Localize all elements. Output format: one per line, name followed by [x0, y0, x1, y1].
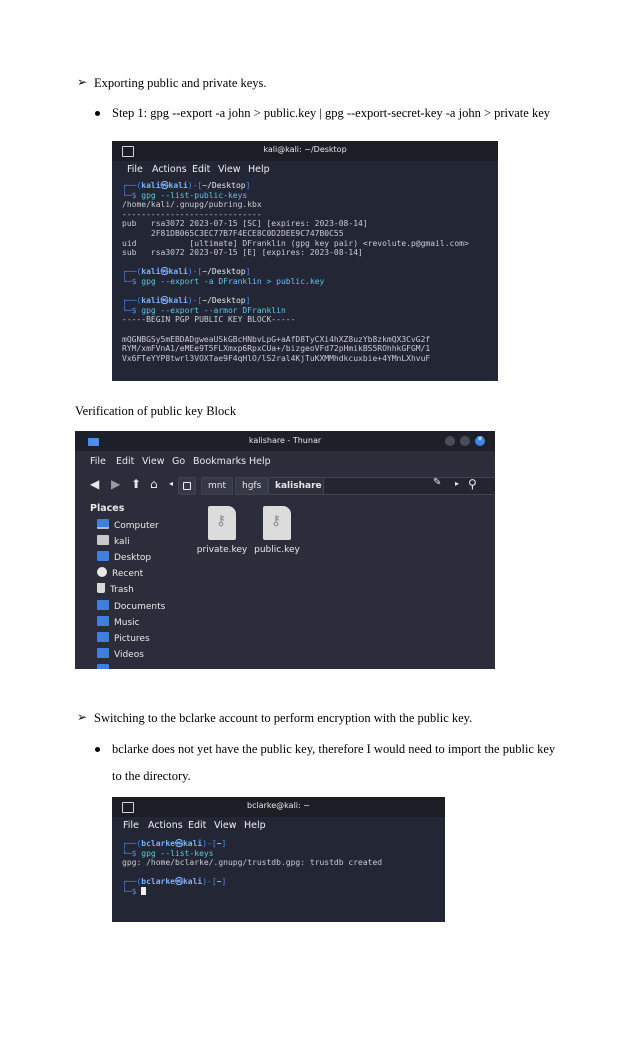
thunar-menubar: [75, 451, 495, 469]
file-label: private.key: [196, 545, 248, 555]
key-file-icon: [208, 506, 236, 540]
terminal-cursor: [141, 887, 146, 895]
prompt-decoration: ]: [221, 839, 227, 848]
forward-arrow-icon[interactable]: ▶: [111, 477, 121, 491]
terminal-output-text: -----BEGIN PGP PUBLIC KEY BLOCK-----: [122, 315, 296, 325]
menu-edit[interactable]: Edit: [188, 820, 207, 831]
place-music[interactable]: Music: [97, 616, 140, 630]
prompt-decoration: ┌──(: [122, 839, 142, 848]
terminal-line: [122, 200, 494, 210]
place-partial: [97, 664, 114, 669]
terminal-output: [122, 181, 494, 363]
terminal-titlebar: [112, 797, 445, 817]
menu-file[interactable]: File: [127, 164, 143, 175]
menu-file[interactable]: File: [123, 820, 139, 831]
maximize-button[interactable]: [460, 436, 470, 446]
thunar-title: kalishare - Thunar: [248, 436, 322, 445]
prompt-decoration: ]: [245, 267, 251, 277]
place-recent[interactable]: Recent: [97, 567, 143, 581]
drive-icon[interactable]: [178, 477, 196, 495]
minimize-button[interactable]: [445, 436, 455, 446]
prompt-segment: ~: [216, 839, 222, 848]
terminal-menubar: [112, 817, 445, 835]
edit-path-icon[interactable]: ✎: [433, 477, 442, 488]
music-folder-icon: [97, 616, 109, 626]
prompt-decoration: └─$: [122, 848, 142, 858]
terminal-line: [122, 849, 441, 859]
prompt-decoration: )-[: [202, 877, 217, 887]
prompt-segment: ~/Desktop: [202, 181, 246, 190]
prompt-decoration: └─$: [122, 276, 142, 286]
prompt-segment: ~/Desktop: [202, 296, 246, 306]
prompt-decoration: )-[: [202, 839, 217, 848]
terminal-output-text: uid [ultimate] DFranklin (gpg key pair) <revolute.p@gmail.com>: [122, 238, 469, 248]
prompt-decoration: )-[: [187, 296, 203, 306]
terminal-line: [122, 354, 494, 364]
up-arrow-icon[interactable]: ⬆: [131, 477, 142, 491]
menu-view[interactable]: View: [218, 164, 241, 175]
terminal-command: gpg --list-public-keys: [141, 190, 248, 200]
terminal-line: [122, 277, 494, 287]
terminal-line: [122, 335, 494, 345]
caption-verification: Verification of public key Block: [75, 404, 237, 418]
terminal-line: [122, 181, 494, 191]
menu-view[interactable]: View: [214, 820, 237, 831]
terminal-line: [122, 344, 494, 354]
terminal-window-bclarke: [112, 797, 445, 922]
prompt-decoration: ㉿: [174, 839, 183, 848]
menu-help[interactable]: Help: [248, 164, 270, 175]
terminal-menubar: [112, 161, 498, 179]
menu-edit[interactable]: Edit: [192, 164, 211, 175]
prompt-decoration: ㉿: [160, 296, 169, 306]
place-documents[interactable]: Documents: [97, 600, 165, 614]
prompt-decoration: )-[: [187, 267, 203, 277]
folder-icon: [97, 664, 109, 669]
places-title: Places: [90, 503, 125, 514]
terminal-line: [122, 306, 494, 316]
menu-edit[interactable]: Edit: [116, 456, 135, 467]
file-public-key[interactable]: [247, 506, 307, 555]
terminal-command: gpg --list-keys: [141, 848, 214, 858]
computer-icon: [97, 519, 109, 529]
prompt-segment: kali: [141, 296, 161, 306]
menu-file[interactable]: File: [90, 456, 106, 467]
terminal-line: [122, 315, 494, 325]
prompt-segment: kali: [168, 267, 188, 277]
section-heading-export: Exporting public and private keys.: [94, 76, 267, 90]
prompt-decoration: ㉿: [160, 181, 169, 190]
close-button[interactable]: [475, 436, 485, 446]
prompt-decoration: └─$: [122, 305, 142, 315]
prompt-segment: bclarke: [141, 839, 175, 848]
prompt-segment: kali: [182, 839, 203, 848]
terminal-line: [122, 325, 494, 335]
menu-view[interactable]: View: [142, 456, 165, 467]
path-mnt[interactable]: mnt: [201, 477, 233, 495]
terminal-output-text: pub rsa3072 2023-07-15 [SC] [expires: 2023-08-14]: [122, 219, 368, 229]
menu-help[interactable]: Help: [244, 820, 266, 831]
terminal-title: kali@kali: ~/Desktop: [263, 145, 347, 154]
terminal-output-text: /home/kali/.gnupg/pubring.kbx: [122, 200, 262, 210]
prompt-segment: kali: [141, 181, 161, 190]
menu-help[interactable]: Help: [249, 456, 271, 467]
file-private-key[interactable]: [192, 506, 252, 555]
arrow-bullet-icon: ➢: [77, 710, 88, 724]
back-arrow-icon[interactable]: ◀: [90, 477, 100, 491]
menu-actions[interactable]: Actions: [152, 164, 187, 175]
search-icon[interactable]: ⚲: [468, 477, 477, 491]
place-pictures[interactable]: Pictures: [97, 632, 150, 646]
documents-folder-icon: [97, 600, 109, 610]
prompt-decoration: ㉿: [160, 267, 169, 277]
terminal-line: [122, 267, 494, 277]
prompt-segment: kali: [182, 877, 203, 887]
terminal-output-text: 2F81DB065C3EC77B7F4ECE8C0D2DEE9C747B0C55: [122, 228, 344, 238]
terminal-line: [122, 219, 494, 229]
prompt-decoration: ㉿: [174, 877, 183, 887]
place-kali[interactable]: kali: [97, 535, 130, 549]
bullet-dot-icon: [95, 747, 100, 752]
prompt-segment: ~: [216, 877, 222, 887]
place-videos[interactable]: Videos: [97, 648, 144, 662]
bullet-text-line2: to the directory.: [112, 769, 191, 783]
place-computer[interactable]: Computer: [97, 519, 159, 533]
prompt-segment: kali: [141, 267, 161, 277]
terminal-title: bclarke@kali: ~: [247, 801, 310, 810]
menu-bookmarks[interactable]: Bookmarks: [193, 456, 247, 467]
terminal-line: [122, 248, 494, 258]
arrow-bullet-icon: ➢: [77, 75, 88, 89]
terminal-line: [122, 191, 494, 201]
terminal-output-text: sub rsa3072 2023-07-15 [E] [expires: 2023-08-14]: [122, 248, 363, 258]
terminal-line: [122, 229, 494, 239]
menu-actions[interactable]: Actions: [148, 820, 183, 831]
terminal-output-text: mQGNBGSy5mEBDADgweaUSkGBcHNbvLpG+aAfD8TyCXi4hXZ8uzYb8zkmQX3CvG2f: [122, 334, 431, 344]
prompt-decoration: └─$: [122, 190, 142, 200]
trash-icon: [97, 583, 105, 593]
path-left-icon[interactable]: ◂: [169, 479, 174, 488]
prompt-decoration: ]: [245, 181, 251, 190]
prompt-segment: kali: [168, 296, 188, 306]
terminal-line: [122, 287, 494, 297]
terminal-window-kali: [112, 141, 498, 381]
thunar-toolbar: [75, 474, 495, 496]
prompt-decoration: ┌──(: [122, 296, 142, 306]
path-right-icon[interactable]: ▸: [455, 479, 460, 488]
prompt-decoration: ]: [245, 296, 251, 306]
terminal-line: [122, 868, 441, 878]
place-trash[interactable]: Trash: [97, 583, 134, 597]
terminal-line: [122, 210, 494, 220]
bullet-text-line1: bclarke does not yet have the public key, therefore I would need to import the public key: [112, 742, 556, 756]
bullet-dot-icon: [95, 111, 100, 116]
file-label: public.key: [254, 545, 300, 555]
prompt-decoration: )-[: [187, 181, 203, 190]
terminal-line: [122, 239, 494, 249]
terminal-output-text: Vx6FTeYYP8twrl3VOXTae9F4qHlO/lS2ral4KjTuKXMMhdkcuxbie+4YMnLXhvuF: [122, 353, 431, 363]
videos-folder-icon: [97, 648, 109, 658]
terminal-command: gpg --export -a DFranklin > public.key: [141, 276, 325, 286]
home-icon[interactable]: ⌂: [150, 477, 158, 491]
menu-go[interactable]: Go: [172, 456, 186, 467]
pictures-folder-icon: [97, 632, 109, 642]
terminal-output-text: gpg: /home/bclarke/.gnupg/trustdb.gpg: trustdb created: [122, 858, 383, 868]
key-file-icon: [263, 506, 291, 540]
path-kalishare[interactable]: kalishare: [268, 477, 329, 495]
prompt-segment: ~/Desktop: [202, 267, 246, 277]
prompt-decoration: ┌──(: [122, 267, 142, 277]
prompt-decoration: ]: [221, 877, 227, 887]
prompt-decoration: ┌──(: [122, 181, 142, 190]
terminal-line: [122, 296, 494, 306]
terminal-output-text: -----------------------------: [122, 209, 262, 219]
thunar-window: [75, 431, 495, 669]
prompt-segment: kali: [168, 181, 188, 190]
prompt-decoration: └─$: [122, 886, 142, 896]
desktop-icon: [97, 551, 109, 561]
terminal-output: [122, 839, 441, 897]
section-heading-bclarke: Switching to the bclarke account to perform encryption with the public key.: [94, 711, 473, 725]
recent-icon: [97, 567, 107, 577]
terminal-output-text: RYM/xmFVnA1/eMEe9T5FLXmxp6RpxCUa+/bizgeoVFd72pHmikBS5ROhhkGFGM/1: [122, 344, 431, 354]
terminal-line: [122, 839, 441, 849]
thunar-titlebar: [75, 431, 495, 451]
step1-text: Step 1: gpg --export -a john > public.key | gpg --export-secret-key -a john > private key: [112, 106, 550, 120]
terminal-line: [122, 858, 441, 868]
path-hgfs[interactable]: hgfs: [235, 477, 268, 495]
prompt-decoration: ┌──(: [122, 877, 142, 887]
terminal-titlebar: [112, 141, 498, 161]
place-desktop[interactable]: Desktop: [97, 551, 151, 565]
terminal-line: [122, 887, 441, 897]
home-folder-icon: [97, 535, 109, 545]
terminal-line: [122, 877, 441, 887]
terminal-command: gpg --export --armor DFranklin: [141, 305, 286, 315]
prompt-segment: bclarke: [141, 877, 175, 887]
terminal-line: [122, 258, 494, 268]
